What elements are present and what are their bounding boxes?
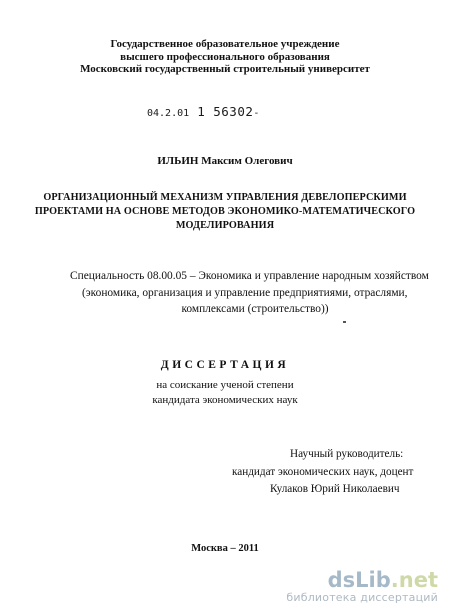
title-line-1: ОРГАНИЗАЦИОННЫЙ МЕХАНИЗМ УПРАВЛЕНИЯ ДЕВЕЛОПЕРСКИМИ <box>43 192 407 203</box>
degree-line-1: на соискание ученой степени <box>156 379 294 391</box>
degree-block <box>0 378 450 408</box>
dslib-watermark[interactable] <box>278 569 438 604</box>
scan-speck <box>343 321 346 323</box>
institution-line-1: Государственное образовательное учреждение <box>110 38 340 50</box>
library-stamp-number <box>147 104 259 119</box>
institution-header <box>0 38 450 76</box>
title-line-3: МОДЕЛИРОВАНИЯ <box>175 220 275 231</box>
dslib-subtitle: библиотека диссертаций <box>286 591 438 604</box>
stamp-number: 1 56302 <box>197 104 254 119</box>
dissertation-type-heading: ДИССЕРТАЦИЯ <box>160 359 290 371</box>
stamp-suffix: - <box>253 108 260 119</box>
author-name: ИЛЬИН Максим Олегович <box>157 155 293 167</box>
dissertation-title <box>0 191 450 233</box>
specialty-line-1: Специальность 08.00.05 – Экономика и управление народным хозяйством <box>70 270 429 282</box>
dslib-logo-part-2: .net <box>390 568 438 592</box>
specialty-block <box>70 268 429 318</box>
institution-line-3: Московский государственный строительный университет <box>80 63 370 75</box>
specialty-line-2: (экономика, организация и управление предприятиями, отраслями, <box>82 286 408 299</box>
institution-line-2: высшего профессионального образования <box>120 50 330 63</box>
place-and-year: Москва – 2011 <box>191 543 259 554</box>
specialty-line-3: комплексами (строительство)) <box>181 303 329 315</box>
advisor-label: Научный руководитель: <box>290 448 404 460</box>
stamp-prefix: 04.2.01 <box>147 108 190 119</box>
advisor-block <box>232 446 413 499</box>
advisor-degree: кандидат экономических наук, доцент <box>232 465 414 478</box>
dslib-logo-part-1: dsLib <box>327 568 391 592</box>
degree-line-2: кандидата экономических наук <box>152 394 298 406</box>
dslib-logo[interactable] <box>278 569 438 591</box>
advisor-name: Кулаков Юрий Николаевич <box>270 483 400 495</box>
title-line-2: ПРОЕКТАМИ НА ОСНОВЕ МЕТОДОВ ЭКОНОМИКО-МАТЕМАТИЧЕСКОГО <box>34 206 416 217</box>
